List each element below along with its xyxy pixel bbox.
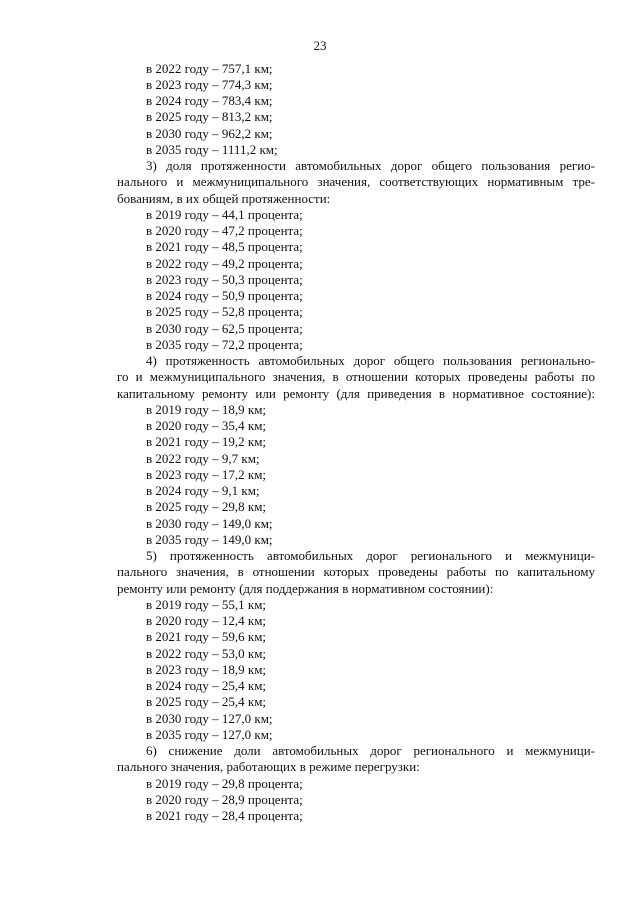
text-line: нального и межмуниципального значения, соответствующих нормативным тре- [117,174,595,190]
text-line: в 2030 году – 127,0 км; [146,710,273,726]
text-line: в 2022 году – 49,2 процента; [146,255,303,271]
text-line: в 2022 году – 53,0 км; [146,645,267,661]
text-line: в 2035 году – 149,0 км; [146,531,273,547]
text-line: в 2019 году – 44,1 процента; [146,206,303,222]
text-line: в 2023 году – 17,2 км; [146,466,267,482]
text-line: в 2019 году – 29,8 процента; [146,775,303,791]
text-line: пального значения, работающих в режиме перегрузки: [117,759,420,775]
text-line: в 2020 году – 35,4 км; [146,418,267,433]
text-line: в 2025 году – 29,8 км; [146,499,267,515]
text-line: в 2035 году – 1111,2 км; [146,141,278,157]
text-line: в 2035 году – 72,2 процента; [146,336,303,352]
text-line: 5) протяженность автомобильных дорог регионального и межмуници- [146,548,595,563]
text-line: в 2020 году – 47,2 процента; [146,223,303,238]
text-line: в 2030 году – 62,5 процента; [146,320,303,336]
text-line: в 2030 году – 149,0 км; [146,515,273,531]
text-line: в 2021 году – 19,2 км; [146,434,267,450]
text-line: в 2025 году – 25,4 км; [146,694,267,710]
text-line: в 2035 году – 127,0 км; [146,726,273,742]
text-line: в 2025 году – 52,8 процента; [146,304,303,320]
text-line: в 2020 году – 28,9 процента; [146,791,303,807]
text-line: в 2020 году – 12,4 км; [146,613,267,628]
text-line: в 2024 году – 25,4 км; [146,678,267,693]
text-line: в 2024 году – 9,1 км; [146,483,260,498]
text-line: в 2019 году – 18,9 км; [146,401,267,417]
page-number: 23 [313,38,327,53]
text-line: ремонту или ремонту (для поддержания в нормативном состоянии): [117,580,494,596]
text-line: в 2021 году – 48,5 процента; [146,239,303,255]
text-line: 6) снижение доли автомобильных дорог регионального и межмуници- [146,743,595,758]
text-line: в 2023 году – 774,3 км; [146,76,273,92]
text-line: 4) протяженность автомобильных дорог общего пользования регионально- [146,353,595,368]
text-line: го и межмуниципального значения, в отношении которых проведены работы по [117,369,595,385]
text-line: в 2022 году – 757,1 км; [146,60,273,76]
text-line: в 2022 году – 9,7 км; [146,450,260,466]
text-line: в 2024 году – 783,4 км; [146,93,273,108]
text-line: в 2021 году – 59,6 км; [146,629,267,645]
text-line: в 2019 году – 55,1 км; [146,596,267,612]
text-line: в 2030 году – 962,2 км; [146,125,273,141]
document-body [117,61,595,825]
text-line: в 2023 году – 50,3 процента; [146,271,303,287]
text-line: пального значения, в отношении которых проведены работы по капитальному [117,564,595,580]
text-line: в 2021 году – 28,4 процента; [146,808,303,823]
text-line: капитальному ремонту или ремонту (для приведения в нормативное состояние): [117,385,595,401]
text-line: в 2023 году – 18,9 км; [146,661,267,677]
text-line: в 2025 году – 813,2 км; [146,109,273,125]
text-line: 3) доля протяженности автомобильных дорог общего пользования регио- [146,158,595,173]
text-line: в 2024 году – 50,9 процента; [146,288,303,303]
text-line: бованиям, в их общей протяженности: [117,190,331,206]
